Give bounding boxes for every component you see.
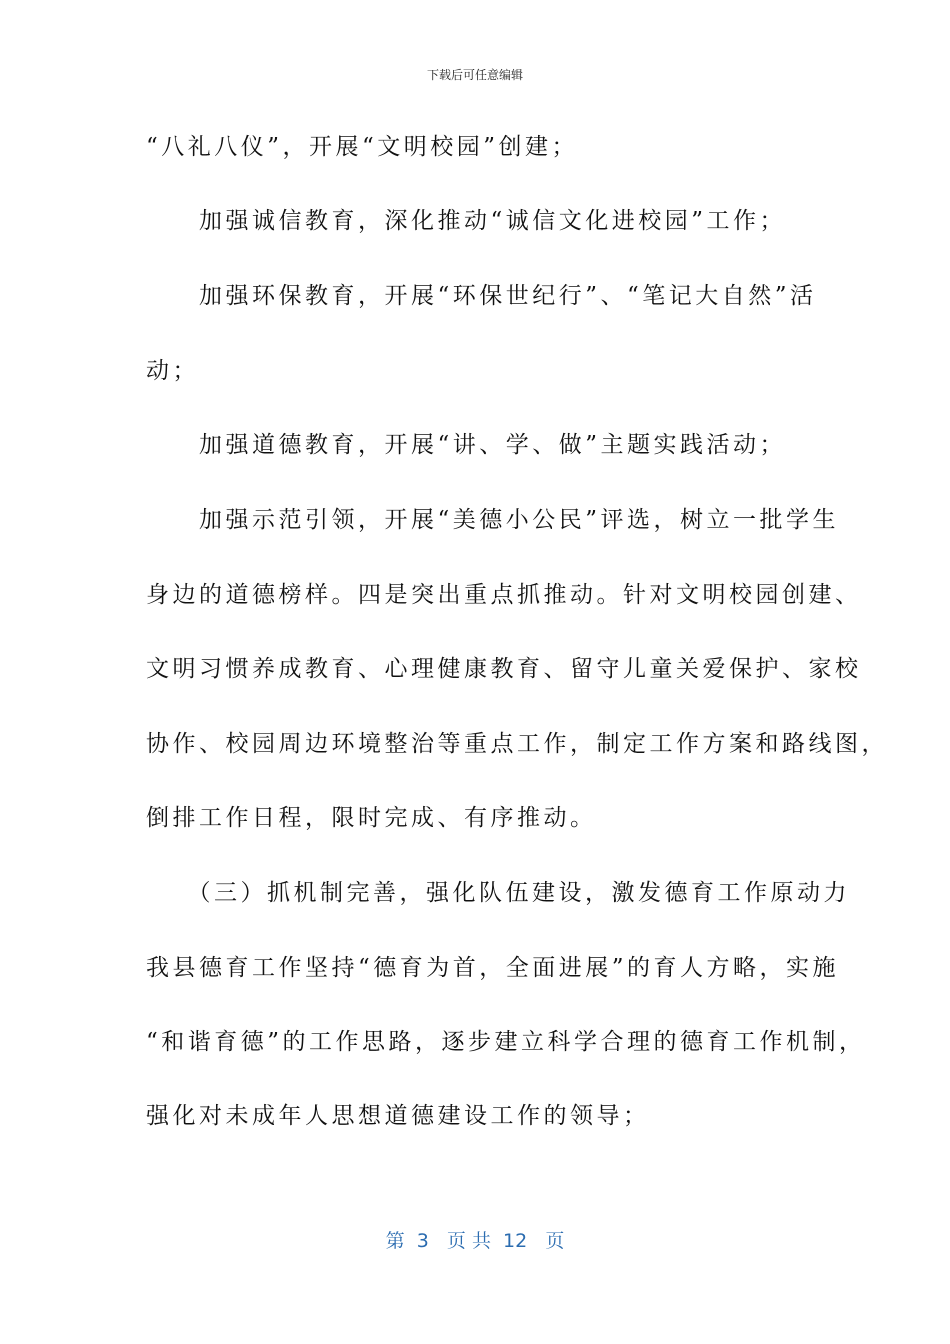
text-line-4: 动；	[146, 358, 199, 384]
text-line-14: 强化对未成年人思想道德建设工作的领导；	[146, 1103, 650, 1129]
text-line-12: 我县德育工作坚持“德育为首，全面进展”的育人方略，实施	[146, 955, 840, 981]
text-line-13: “和谐育德”的工作思路，逐步建立科学合理的德育工作机制，	[146, 1029, 866, 1055]
page-footer: 第 3 页 共 12 页	[385, 1230, 565, 1252]
text-line-3: 加强环保教育，开展“环保世纪行”、“笔记大自然”活	[146, 283, 817, 309]
text-line-7: 身边的道德榜样。四是突出重点抓推动。针对文明校园创建、	[146, 582, 862, 608]
text-line-5: 加强道德教育，开展“讲、学、做”主题实践活动；	[146, 432, 787, 458]
text-line-10: 倒排工作日程，限时完成、有序推动。	[146, 805, 597, 831]
text-line-6: 加强示范引领，开展“美德小公民”评选，树立一批学生	[146, 507, 840, 533]
text-line-9: 协作、校园周边环境整治等重点工作，制定工作方案和路线图，	[146, 731, 888, 757]
text-line-1: “八礼八仪”，开展“文明校园”创建；	[146, 134, 579, 160]
text-line-8: 文明习惯养成教育、心理健康教育、留守儿童关爱保护、家校	[146, 656, 862, 682]
text-line-11: （三）抓机制完善，强化队伍建设，激发德育工作原动力	[146, 880, 850, 906]
header-note: 下载后可任意编辑	[426, 68, 523, 82]
text-line-2: 加强诚信教育，深化推动“诚信文化进校园”工作；	[146, 208, 787, 234]
